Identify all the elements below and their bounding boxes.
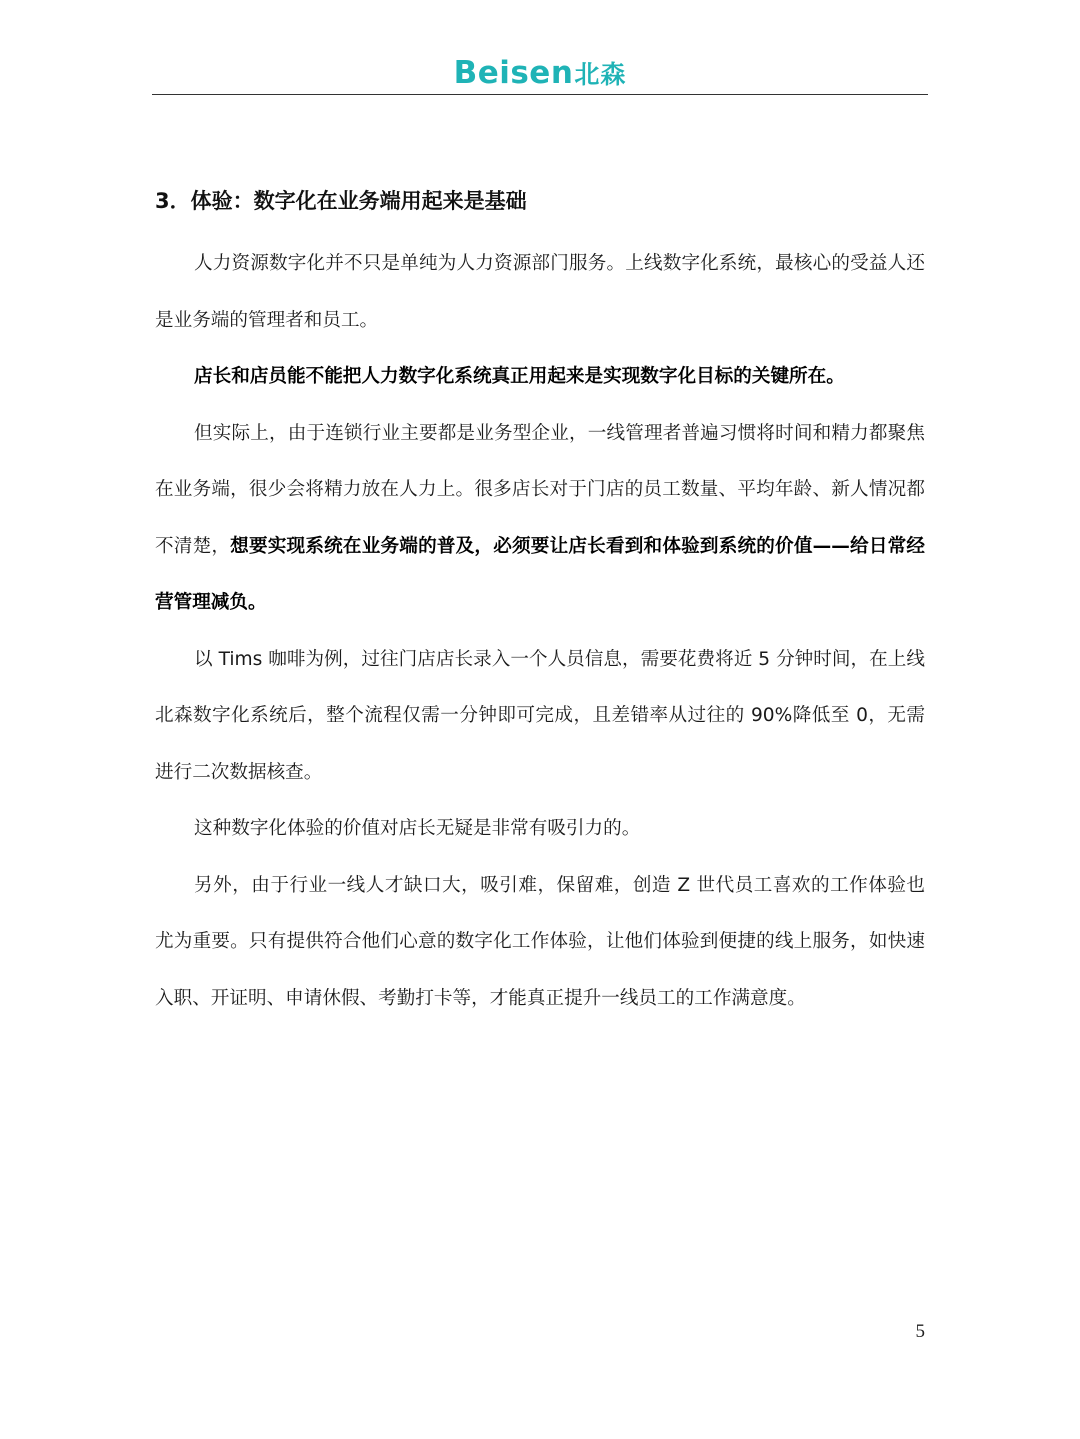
paragraph-6: 另外，由于行业一线人才缺口大，吸引难，保留难，创造 Z 世代员工喜欢的工作体验也尤为重要。只有提供符合他们心意的数字化工作体验，让他们体验到便捷的线上服务，如快速入职、开证明、申请休假、考勤打卡等，才能真正提升一线员工的工作满意度。: [155, 874, 925, 1009]
beisen-logo: [152, 56, 928, 92]
body-content: [155, 236, 925, 1027]
page-number: 5: [915, 1321, 925, 1342]
logo-chinese: 北森: [574, 60, 627, 89]
paragraph-3-bold: 想要实现系统在业务端的普及，必须要让店长看到和体验到系统的价值——给日常经营管理减负。: [155, 535, 925, 613]
paragraph-2-bold: 店长和店员能不能把人力数字化系统真正用起来是实现数字化目标的关键所在。: [194, 366, 845, 387]
paragraph-2: [155, 349, 925, 406]
page-header: [152, 52, 928, 95]
section-title: 3．体验：数字化在业务端用起来是基础: [155, 189, 527, 213]
paragraph-3-text: 但实际上，由于连锁行业主要都是业务型企业，一线管理者普遍习惯将时间和精力都聚焦在业务端，很少会将精力放在人力上。很多店长对于门店的员工数量、平均年龄、新人情况都不清楚，: [155, 422, 925, 557]
paragraph-1: 人力资源数字化并不只是单纯为人力资源部门服务。上线数字化系统，最核心的受益人还是业务端的管理者和员工。: [155, 253, 925, 331]
paragraph-4: 以 Tims 咖啡为例，过往门店店长录入一个人员信息，需要花费将近 5 分钟时间，在上线北森数字化系统后，整个流程仅需一分钟即可完成，且差错率从过往的 90%降低至 0，无需进行二次数据核查。: [155, 648, 925, 783]
logo-latin: Beisen: [453, 55, 574, 91]
paragraph-3: [155, 406, 925, 632]
paragraph-5: 这种数字化体验的价值对店长无疑是非常有吸引力的。: [194, 818, 641, 839]
